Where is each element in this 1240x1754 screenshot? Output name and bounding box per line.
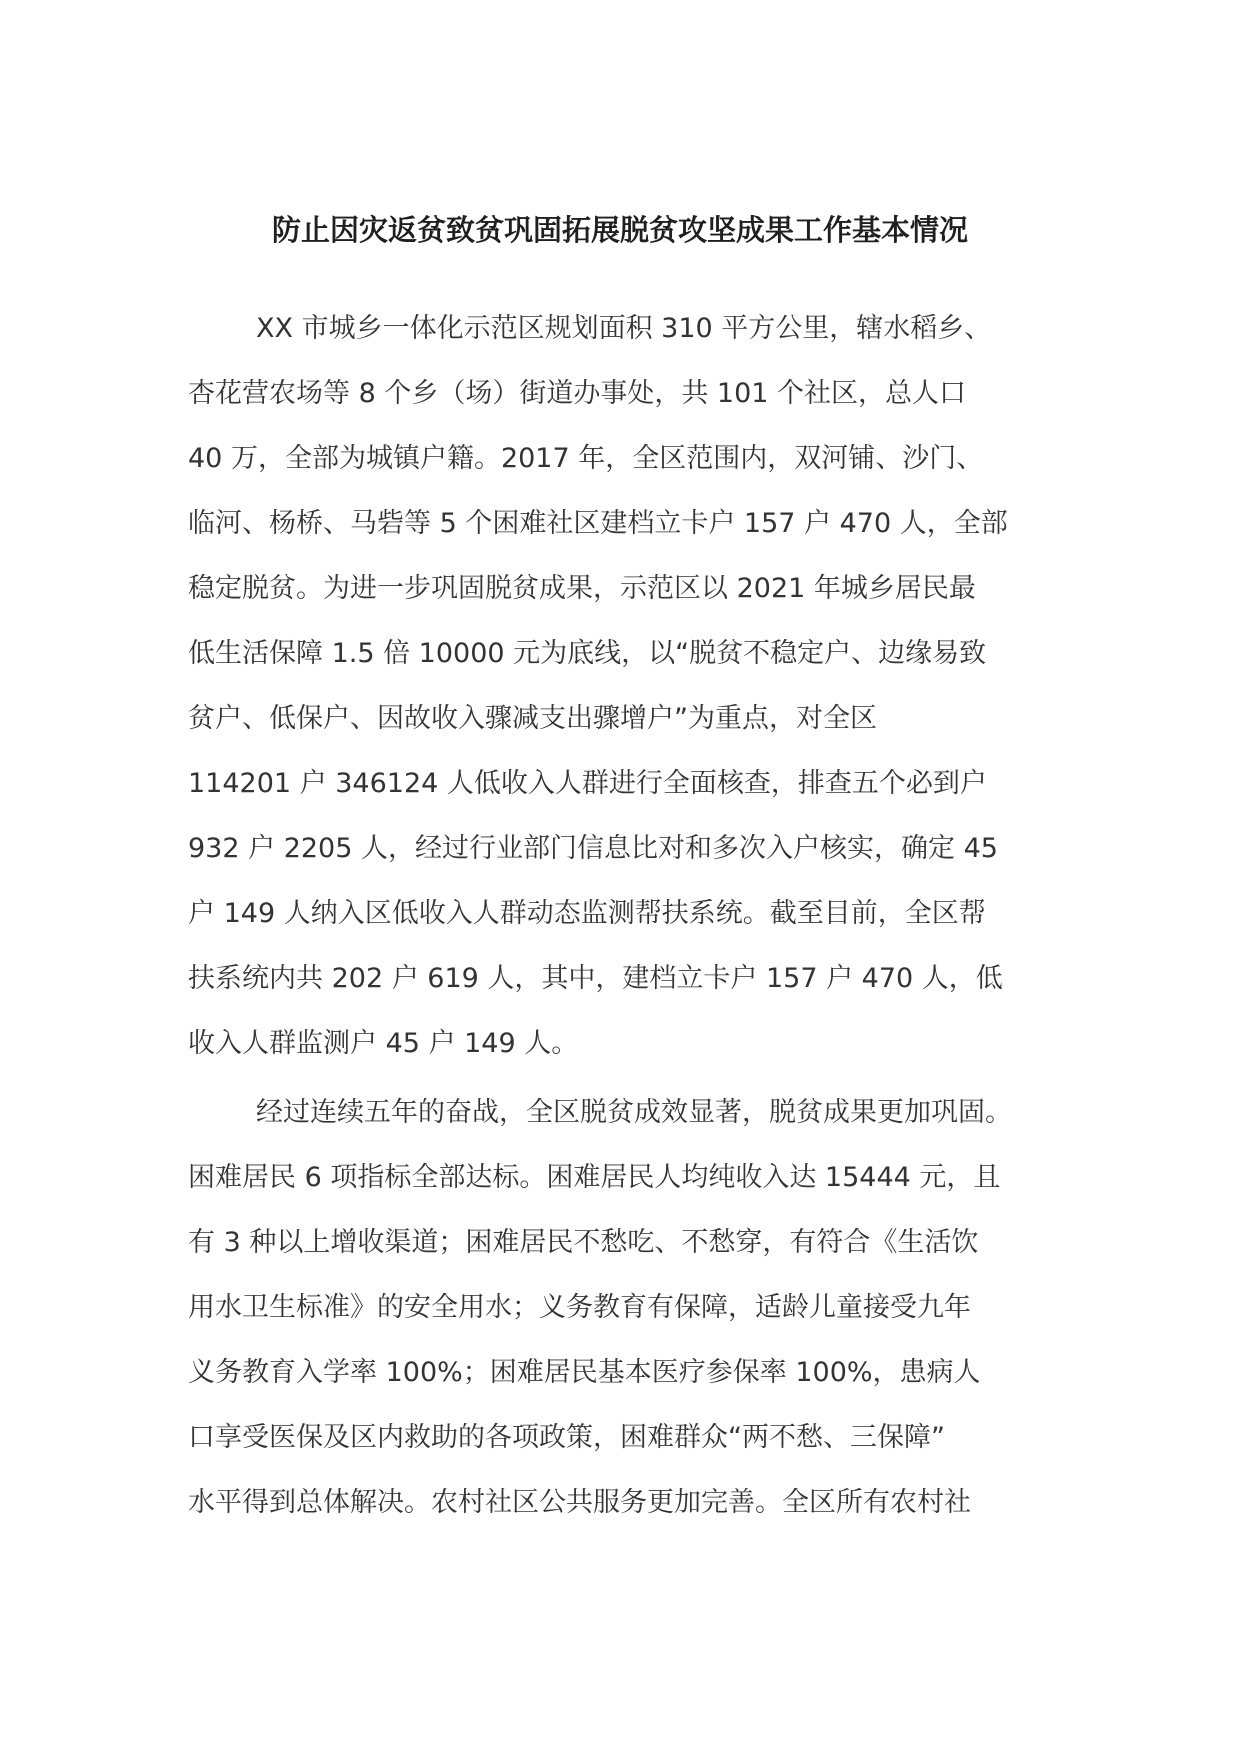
text-line: 有 3 种以上增收渠道；困难居民不愁吃、不愁穿，有符合《生活饮 — [188, 1227, 979, 1258]
text-line: 扶系统内共 202 户 619 人，其中，建档立卡户 157 户 470 人，低 — [188, 963, 1003, 994]
text-line: 932 户 2205 人，经过行业部门信息比对和多次入户核实，确定 45 — [188, 833, 998, 864]
text-line: 114201 户 346124 人低收入人群进行全面核查，排查五个必到户 — [188, 768, 987, 799]
document-title: 防止因灾返贫致贫巩固拓展脱贫攻坚成果工作基本情况 — [271, 213, 968, 247]
text-line: 义务教育入学率 100%；困难居民基本医疗参保率 100%，患病人 — [188, 1357, 981, 1388]
text-line: 临河、杨桥、马砦等 5 个困难社区建档立卡户 157 户 470 人，全部 — [188, 508, 1008, 539]
text-line: 40 万，全部为城镇户籍。2017 年，全区范围内，双河铺、沙门、 — [188, 443, 984, 474]
text-line: 户 149 人纳入区低收入人群动态监测帮扶系统。截至目前，全区帮 — [188, 898, 986, 929]
text-line: 杏花营农场等 8 个乡（场）街道办事处，共 101 个社区，总人口 — [188, 378, 967, 409]
document-body — [188, 296, 1052, 1539]
text-line: 口享受医保及区内救助的各项政策，困难群众“两不愁、三保障” — [188, 1422, 945, 1453]
text-line: 低生活保障 1.5 倍 10000 元为底线，以“脱贫不稳定户、边缘易致 — [188, 638, 987, 669]
text-line: 稳定脱贫。为进一步巩固脱贫成果，示范区以 2021 年城乡居民最 — [188, 573, 976, 604]
paragraph-2 — [188, 1080, 1052, 1535]
text-line: 收入人群监测户 45 户 149 人。 — [188, 1028, 579, 1059]
text-line: 水平得到总体解决。农村社区公共服务更加完善。全区所有农村社 — [188, 1487, 971, 1518]
text-line: XX 市城乡一体化示范区规划面积 310 平方公里，辖水稻乡、 — [256, 313, 992, 344]
text-line: 贫户、低保户、因故收入骤减支出骤增户”为重点，对全区 — [188, 703, 877, 734]
text-line: 困难居民 6 项指标全部达标。困难居民人均纯收入达 15444 元，且 — [188, 1162, 1001, 1193]
paragraph-1 — [188, 296, 1052, 1076]
text-line: 用水卫生标准》的安全用水；义务教育有保障，适龄儿童接受九年 — [188, 1292, 971, 1323]
text-line: 经过连续五年的奋战，全区脱贫成效显著，脱贫成果更加巩固。 — [256, 1097, 1012, 1128]
